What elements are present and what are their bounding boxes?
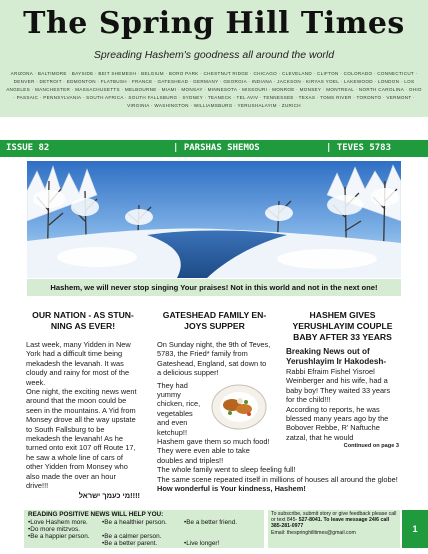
benefit-item: •Love Hashem more.: [28, 519, 88, 526]
benefit-item: •Be a healthier person.: [102, 519, 167, 526]
tagline: Spreading Hashem's goodness all around the world: [93, 49, 335, 61]
article-paragraph: The whole family went to sleep feeling full!: [157, 465, 296, 475]
hebrew-phrase: מי כעמך ישראל!!!!: [78, 490, 140, 500]
contact-box: [268, 510, 400, 548]
continued-note: Continued on page 3: [343, 443, 399, 450]
winter-photo: [27, 161, 401, 278]
photo-caption: Hashem, we will never stop singing Your praises! Not in this world and not in the next one!: [27, 279, 401, 296]
city-list: ARIZONA · BALTIMORE · BAYSIDE · BEIT SHEMESH · BELGIUM · BORO PARK · CHESTNUT RIDGE · CHICAGO · CLEVELAND · CLIFTON · COLORADO · CONNECTICUT · DENVER · DETROIT · EDMONTON · FLATBUSH · FRANCE · GATESHEAD · GERMANY · GEORGIA · INDIANA · JACKSON · KIRYAS YOEL · LAKEWOOD · LONDON · LOS ANGELES · MANCHESTER · MASSACHUSETTS · MELBOURNE · MIAMI · MONSAY · MINNESOTA · MISSOURI · MONROE · MONSEY · MONTREAL · NORTH CAROLINA · OHIO · PASSAIC · PENNSYLVANIA · SOUTH AFRICA · SOUTH FALLSBURG · SYDNEY · TEANECK · TEL AVIV · TENNESSEE · TEXAS · TOMS RIVER · TORONTO · VERMONT · VIRGINIA · WASHINGTON · WILLIAMSBURG · YERUSHALAYIM · ZURICH: [6, 71, 422, 108]
article-title: GATESHEAD FAMILY EN-JOYS SUPPER: [162, 310, 267, 331]
article-yerushalayim-baby: [286, 310, 399, 452]
article-paragraph: Last week, many Yidden in New York had a difficult time being mekadesh the levanah. It was cloudy and rainy for most of the week.: [26, 340, 131, 387]
issue-bar: [0, 140, 428, 157]
issue-number: ISSUE 82: [6, 143, 50, 153]
article-paragraph: They had yummy chicken, rice, vegetables and even ketchup!!: [157, 380, 201, 437]
article-paragraph: Rabbi Efraim Fishel Yisroel Weinberger and his wife, had a baby boy! They waited 33 years for the child!!!: [286, 367, 391, 405]
article-paragraph: The same scene repeated itself in millions of houses all around the globe!: [157, 474, 398, 484]
benefit-item: •Do more mitzvos.: [28, 526, 80, 533]
supper-plate-image: [210, 383, 268, 433]
page-number: 1: [402, 510, 428, 548]
subscribe-text: To subscribe, submit story or give feedback please call or text 845-: [271, 511, 397, 524]
benefit-item: •Be a better friend.: [184, 519, 238, 526]
article-paragraph: One night, the exciting news went around that the moon could be seen in the mountains. A Yid from Monsey drove all the way upstate to South Fallsburg to be mekadesh the levanah! As he turned onto exit 107 off Route 17, he saw a whole line of cars of other Yidden from Monsey who also made the over an hour drive!!!: [26, 387, 137, 491]
article-lead: Breaking News out of Yerushlayim Ir Hakodesh-: [286, 347, 387, 366]
benefits-heading: READING POSITIVE NEWS WILL HELP YOU:: [28, 511, 164, 518]
benefit-item: •Be a better parent.: [102, 540, 158, 547]
article-paragraph: On Sunday night, the 9th of Teves, 5783, the Fried* family from Gateshead, England, sat down to a delicious supper!: [157, 340, 271, 378]
article-title: OUR NATION - AS STUN-NING AS EVER!: [32, 310, 134, 331]
article-title: HASHEM GIVES YERUSHLAYIM COUPLE BABY AFTER 33 YEARS: [292, 310, 393, 342]
contact-email[interactable]: Email: thespringhilltimes@gmail.com: [271, 529, 356, 536]
benefit-item: •Be a happier person.: [28, 533, 90, 540]
masthead: [0, 0, 428, 117]
positive-news-box: [24, 510, 264, 548]
article-paragraph: Hashem gave them so much food! They were even able to take doubles and triples!!: [157, 437, 270, 465]
parsha-name: | PARSHAS SHEMOS: [173, 143, 260, 153]
article-paragraph: According to reports, he was blessed many years ago by the Bobover Rebbe, R' Naftuche zatzal, that he would: [286, 404, 389, 442]
benefit-item: •Live longer!: [184, 540, 220, 547]
subscribe-phone: 527-8041. To leave message 24/6 call 385-281-0977: [271, 517, 390, 530]
footer: [24, 510, 418, 548]
benefit-item: •Be a calmer person.: [102, 533, 162, 540]
article-our-nation: [26, 310, 140, 500]
article-closing: How wonderful is Your kindness, Hashem!: [157, 484, 306, 494]
newspaper-title: The Spring Hill Times: [23, 6, 405, 41]
issue-date: | TEVES 5783: [326, 143, 392, 153]
